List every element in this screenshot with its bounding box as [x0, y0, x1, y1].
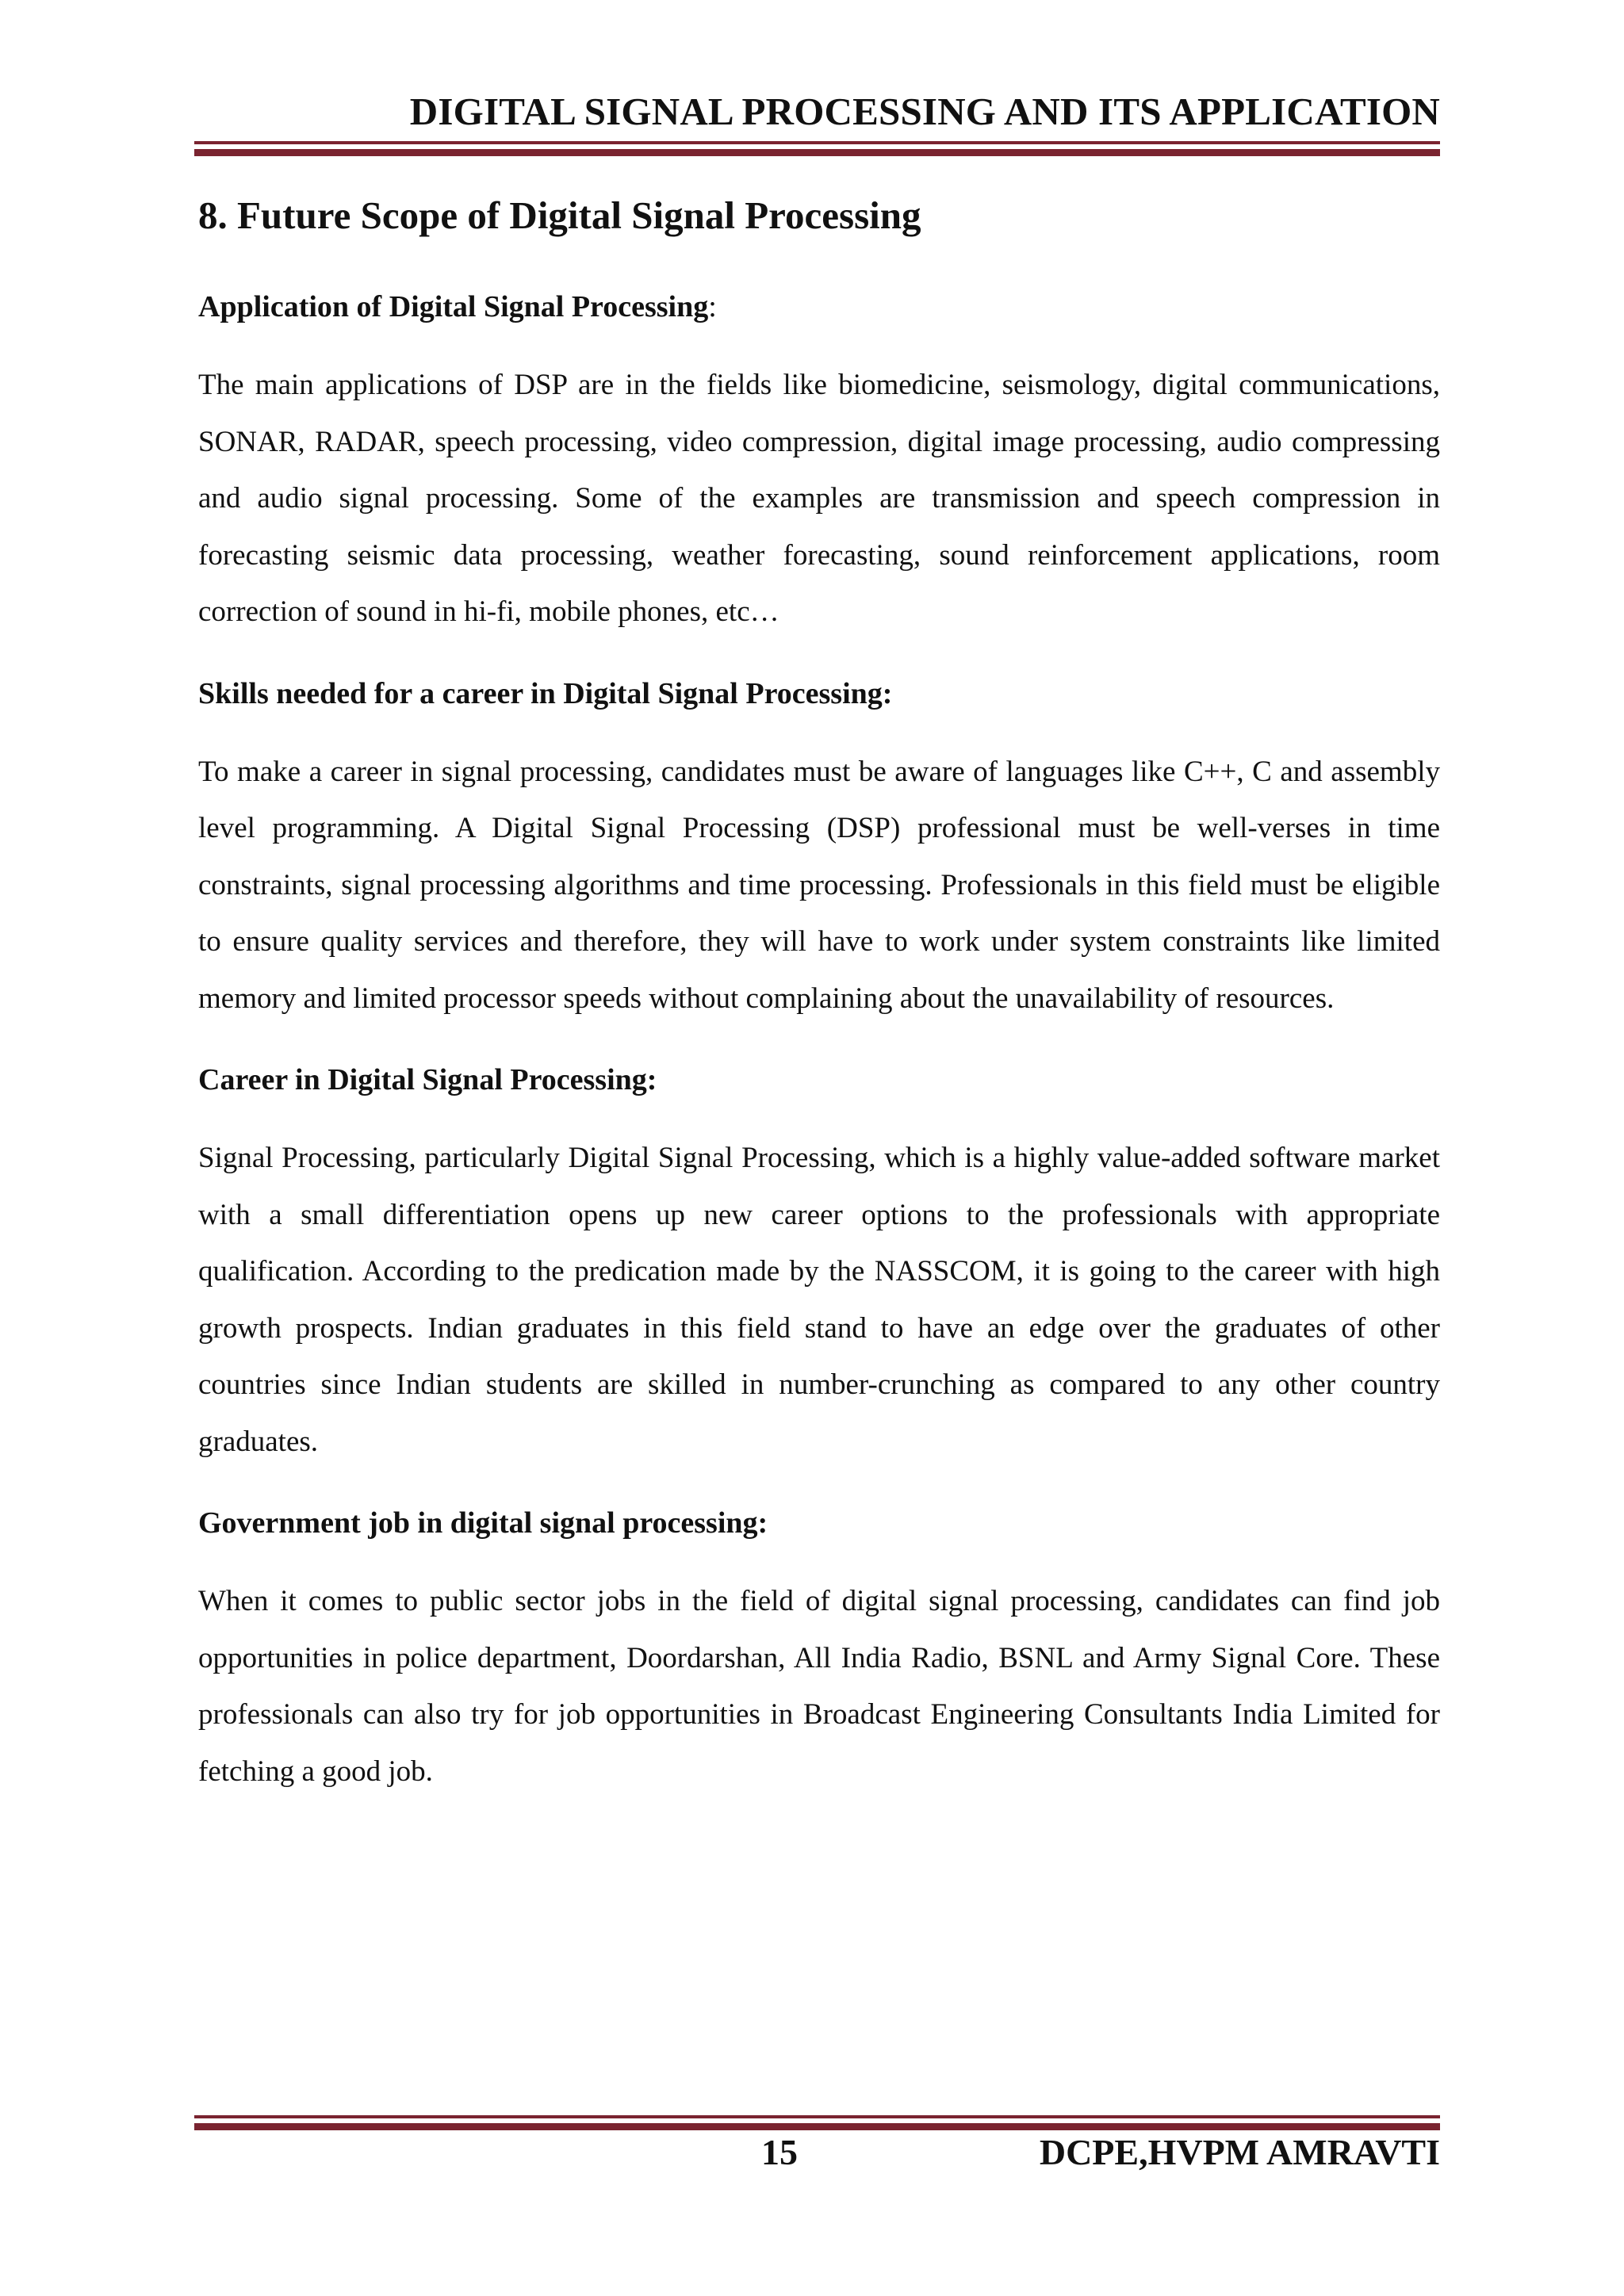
section-heading-text: Application of Digital Signal Processing [198, 290, 709, 323]
section-heading: Career in Digital Signal Processing: [198, 1063, 657, 1096]
header-rule [194, 141, 1440, 156]
page-number: 15 [761, 2132, 798, 2172]
section-paragraph: The main applications of DSP are in the fields like biomedicine, seismology, digital communications, SONAR, RADAR, speech processing, video compression, digital image processing, audio compressing and audio signal processing. Some of the examples are transmission and speech compression in forecasting seismic data processing, weather forecasting, sound reinforcement applications, room correction of sound in hi-fi, mobile phones, etc… [198, 369, 1440, 628]
section-heading: Skills needed for a career in Digital Signal Processing: [198, 676, 893, 710]
section-heading [198, 287, 1440, 327]
section-paragraph: When it comes to public sector jobs in the field of digital signal processing, candidates can find job opportunities in police department, Doordarshan, All India Radio, BSNL and Army Signal Core. These professionals can also try for job opportunities in Broadcast Engineering Consultants India Limited for fetching a good job. [198, 1585, 1440, 1788]
running-header: DIGITAL SIGNAL PROCESSING AND ITS APPLICATION [409, 90, 1440, 133]
main-content [198, 287, 1440, 1800]
section-applications [198, 287, 1440, 641]
section-paragraph: To make a career in signal processing, candidates must be aware of languages like C++, C and assembly level programming. A Digital Signal Processing (DSP) professional must be well-verses in time constraints, signal processing algorithms and time processing. Professionals in this field must be eligible to ensure quality services and therefore, they will have to work under system constraints like limited memory and limited processor speeds without complaining about the unavailability of resources. [198, 755, 1440, 1015]
section-career [198, 1060, 1440, 1470]
section-heading-colon: : [708, 290, 717, 323]
section-government-jobs [198, 1503, 1440, 1800]
chapter-title: 8. Future Scope of Digital Signal Processing [198, 193, 921, 237]
section-paragraph: Signal Processing, particularly Digital Signal Processing, which is a highly value-added software market with a small differentiation opens up new career options to the professionals with appropriate qualification. According to the predication made by the NASSCOM, it is going to the career with high growth prospects. Indian graduates in this field stand to have an edge over the graduates of other countries since Indian students are skilled in number-crunching as compared to any other country graduates. [198, 1142, 1440, 1458]
footer-organization: DCPE,HVPM AMRAVTI [1039, 2132, 1440, 2172]
footer-rule [194, 2115, 1440, 2130]
section-skills [198, 674, 1440, 1027]
section-heading: Government job in digital signal processing: [198, 1506, 768, 1540]
